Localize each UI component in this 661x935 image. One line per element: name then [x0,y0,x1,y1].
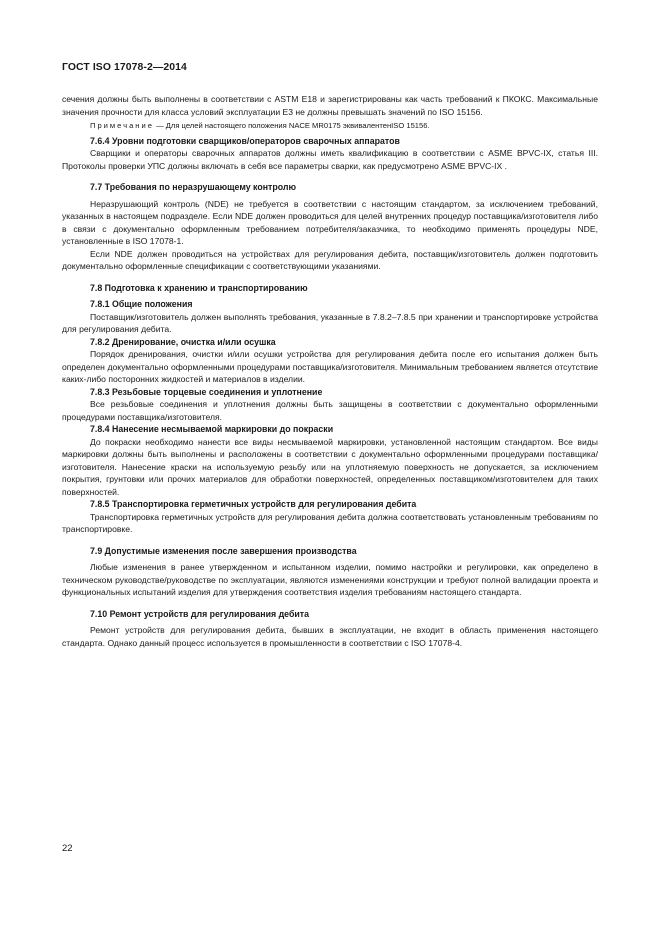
page-number: 22 [62,843,73,854]
section-7-8-3-text: Все резьбовые соединения и уплотнения должны быть защищены в соответствии с документально оформленными процедурами поставщика/изготовителя. [62,399,598,422]
section-7-8-2-text: Порядок дренирования, очистки и/или осушки устройства для регулирования дебита после его испытания должен быть определен документально оформленными процедурами поставщика/изготовителя. Минимальным требованием является отсутствие каких-либо посторонних жидкостей и материалов в изделии. [62,349,598,384]
section-7-10-text: Ремонт устройств для регулирования дебита, бывших в эксплуатации, не входит в область применения настоящего стандарта. Однако данный процесс используется в промышленности в соответствии с ISO 17078-4. [62,625,598,648]
section-7-6-4-title: 7.6.4 Уровни подготовки сварщиков/операторов сварочных аппаратов [90,135,400,146]
document-header: ГОСТ ISO 17078-2—2014 [62,62,187,73]
section-7-10-title: 7.10 Ремонт устройств для регулирования дебита [90,608,309,619]
section-7-9-title: 7.9 Допустимые изменения после завершения производства [90,545,357,556]
section-7-8-2-title: 7.8.2 Дренирование, очистка и/или осушка [90,336,276,347]
section-7-8-1-title: 7.8.1 Общие положения [90,299,193,309]
section-7-8-5-text: Транспортировка герметичных устройств для регулирования дебита должна соответствовать установленным требованиям по транспортировке. [62,511,598,534]
section-7-6-4-text: Сварщики и операторы сварочных аппаратов должны иметь квалификацию в соответствии с ASME BPVC-IX, статья III. Протоколы проверки УПС должны включать в себя все параметры сварки, как предусмотрено ASME BPVC-IX . [62,148,598,171]
note [62,120,598,133]
section-7-9-text: Любые изменения в ранее утвержденном и испытанном изделии, помимо настройки и регулировки, как определено в техническом руководстве/руководстве по эксплуатации, являются изменениями конструкции и требуют полной валидации проекта и функциональных испытаний изделия для утверждения соответствия изделия требованиям настоящего стандарта. [62,562,598,597]
section-7-7-paragraph-2: Если NDE должен проводиться на устройствах для регулирования дебита, поставщик/изготовитель должен подготовить документально оформленные спецификации с соответствующими указаниями. [62,248,598,271]
page-content [62,93,598,649]
section-7-7-paragraph-1: Неразрушающий контроль (NDE) не требуется в соответствии с настоящим стандартом, за исключением требований, указанных в настоящем подразделе. Если NDE должен проводиться для целей внутренних процедур поставщика/изготовителя либо в связи с документально оформленным требованием потребителя/заказчика, то необходимо применять процедуры NDE, установленные в ISO 17078-1. [62,198,598,246]
section-7-8-title: 7.8 Подготовка к хранению и транспортированию [90,282,308,293]
note-label: Примечание [90,121,154,130]
section-7-8-4-title: 7.8.4 Нанесение несмываемой маркировки до покраски [90,424,334,434]
section-7-8-4-text: До покраски необходимо нанести все виды несмываемой маркировки, установленной настоящим стандартом. Все виды маркировки должны быть выполнены и расположены в соответствии с документально оформленными процедурами поставщика/изготовителя. Нанесение краски на используемую резьбу или на уплотняемую поверхность не допускается, за исключением покрытия, грунтовки или прочих материалов для обработки поверхностей, определенных поставщиком/изготовителем для таких поверхностей. [62,436,598,497]
note-text: — Для целей настоящего положения NACE MR0175 эквивалентенISO 15156. [153,121,430,130]
section-7-7-title: 7.7 Требования по неразрушающему контролю [90,182,296,192]
section-7-8-5-title: 7.8.5 Транспортировка герметичных устройств для регулирования дебита [90,499,417,509]
section-7-8-3-title: 7.8.3 Резьбовые торцевые соединения и уплотнение [90,386,323,397]
paragraph-continuation: сечения должны быть выполнены в соответствии с ASTM E18 и зарегистрированы как часть требований к ПКОКС. Максимальные значения прочности для класса условий эксплуатации Е3 не должны превышать значений по ISO 15156. [62,94,598,117]
section-7-8-1-text: Поставщик/изготовитель должен выполнять требования, указанные в 7.8.2–7.8.5 при хранении и транспортировке устройства для регулирования дебита. [62,311,598,334]
